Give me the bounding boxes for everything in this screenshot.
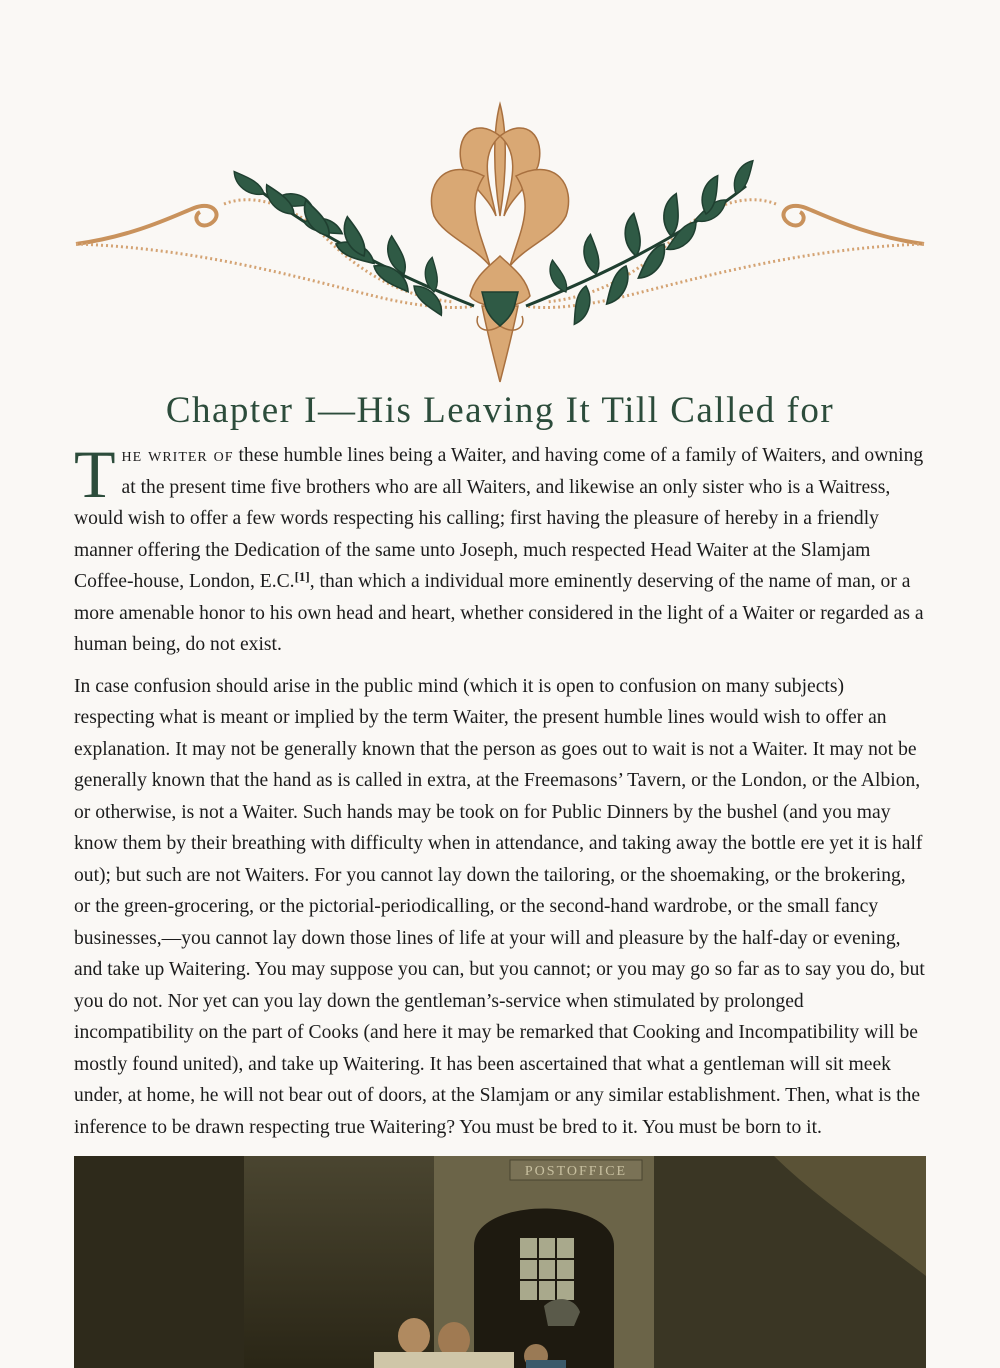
paragraph-1-text-a: these humble lines being a Waiter, and having come of a family of Waiters, and owning at the present time five brothers who are all Waiters, and likewise an only sister who is a Waitress, would wish to offer a few words respecting his calling; first having the pleasure of hereby in a friendly manner offering the Dedication of the same unto Joseph, much respected Head Waiter at the Slamjam Coffee-house, London, E.C. — [74, 445, 924, 592]
decorative-ornament — [74, 96, 926, 388]
drop-cap: T — [74, 436, 116, 512]
post-office-sign: POSTOFFICE — [524, 1164, 628, 1179]
chapter-body — [74, 436, 926, 1153]
illustration-painting — [74, 1156, 926, 1368]
paragraph-1 — [74, 436, 926, 661]
footnote-link[interactable]: [1] — [294, 569, 310, 584]
chapter-title: Chapter I—His Leaving It Till Called for — [165, 390, 835, 431]
paragraph-1-text-b: , than which a individual more eminently deserving of the name of man, or a more amenable honor to his own head and heart, whether considered in the light of a Waiter or regarded as a human being, do not exist. — [74, 571, 924, 655]
opening-small-caps: he writer of — [121, 445, 234, 466]
paragraph-2: In case confusion should arise in the public mind (which it is open to confusion on many subjects) respecting what is meant or implied by the term Waiter, the present humble lines would wish to offer an explanation. It may not be generally known that the person as goes out to wait is not a Waiter. It may not be generally known that the hand as is called in extra, at the Freemasons’ Tavern, or the London, or the Albion, or otherwise, is not a Waiter. Such hands may be took on for Public Dinners by the bushel (and you may know them by their breathing with difficulty when in attendance, and taking away the bottle ere yet it is half out); but such are not Waiters. For you cannot lay down the tailoring, or the shoemaking, or the brokering, or the green-grocering, or the pictorial-periodicalling, or the second-hand wardrobe, or the small fancy businesses,—you cannot lay down those lines of life at your will and pleasure by the half-day or evening, and take up Waitering. You may suppose you can, but you cannot; or you may go so far as to say you do, but you do not. Nor yet can you lay down the gentleman’s-service when stimulated by prolonged incompatibility on the part of Cooks (and here it may be remarked that Cooking and Incompatibility will be mostly found united), and take up Waitering. It has been ascertained that what a gentleman will sit meek under, at home, he will not bear out of doors, at the Slamjam or any similar establishment. Then, what is the inference to be drawn respecting true Waitering? You must be bred to it. You must be born to it. — [74, 675, 925, 1138]
